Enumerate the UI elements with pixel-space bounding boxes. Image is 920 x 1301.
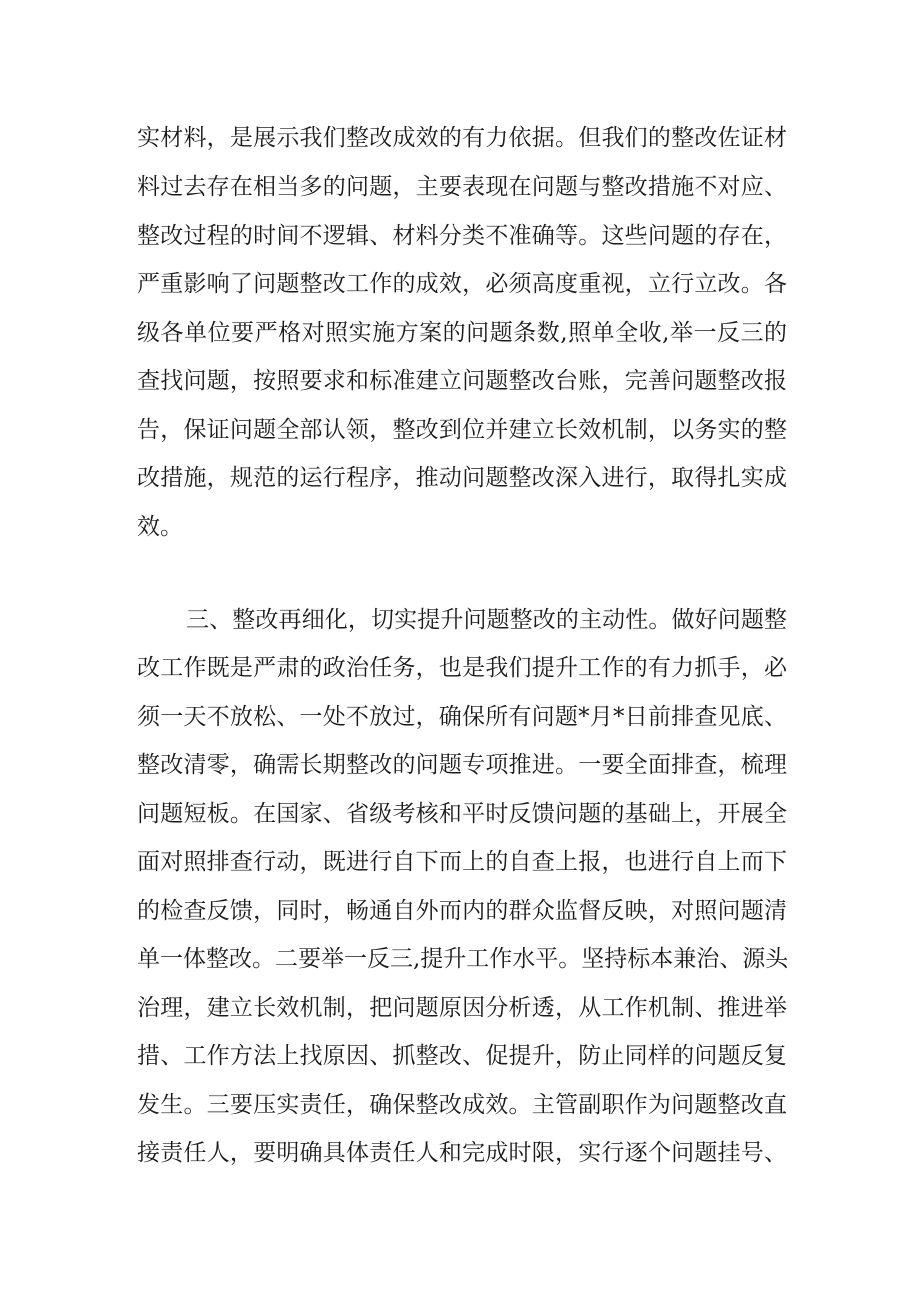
text-line: 实材料，是展示我们整改成效的有力依据。但我们的整改佐证材 xyxy=(137,125,787,151)
text-line: 整改清零，确需长期整改的问题专项推进。一要全面排查，梳理 xyxy=(137,752,787,778)
text-line: 问题短板。在国家、省级考核和平时反馈问题的基础上，开展全 xyxy=(137,801,787,827)
text-line: 改工作既是严肃的政治任务，也是我们提升工作的有力抓手，必 xyxy=(137,655,787,681)
text-line: 的检查反馈，同时，畅通自外而内的群众监督反映，对照问题清 xyxy=(137,898,787,924)
section-heading-line: 三、整改再细化，切实提升问题整改的主动性。做好问题整 xyxy=(186,607,787,633)
text-line: 严重影响了问题整改工作的成效，必须高度重视，立行立改。各 xyxy=(137,271,787,297)
text-line: 须一天不放松、一处不放过，确保所有问题*月*日前排查见底、 xyxy=(137,704,787,730)
text-line: 整改过程的时间不逻辑、材料分类不准确等。这些问题的存在， xyxy=(137,223,787,249)
text-line: 效。 xyxy=(137,514,183,540)
text-line: 措、工作方法上找原因、抓整改、促提升，防止同样的问题反复 xyxy=(137,1043,787,1069)
text-line: 面对照排查行动，既进行自下而上的自查上报，也进行自上而下 xyxy=(137,849,787,875)
text-line: 单一体整改。二要举一反三,提升工作水平。坚持标本兼治、源头 xyxy=(137,946,789,972)
text-line: 料过去存在相当多的问题，主要表现在问题与整改措施不对应、 xyxy=(137,174,787,200)
text-line: 接责任人，要明确具体责任人和完成时限，实行逐个问题挂号、 xyxy=(137,1140,787,1166)
text-line: 告，保证问题全部认领，整改到位并建立长效机制，以务实的整 xyxy=(137,417,787,443)
text-line: 级各单位要严格对照实施方案的问题条数,照单全收,举一反三的 xyxy=(137,320,787,346)
text-line: 发生。三要压实责任，确保整改成效。主管副职作为问题整改直 xyxy=(137,1092,787,1118)
text-line: 改措施，规范的运行程序，推动问题整改深入进行，取得扎实成 xyxy=(137,465,787,491)
text-line: 查找问题，按照要求和标准建立问题整改台账，完善问题整改报 xyxy=(137,368,787,394)
text-line: 治理，建立长效机制，把问题原因分析透，从工作机制、推进举 xyxy=(137,995,787,1021)
